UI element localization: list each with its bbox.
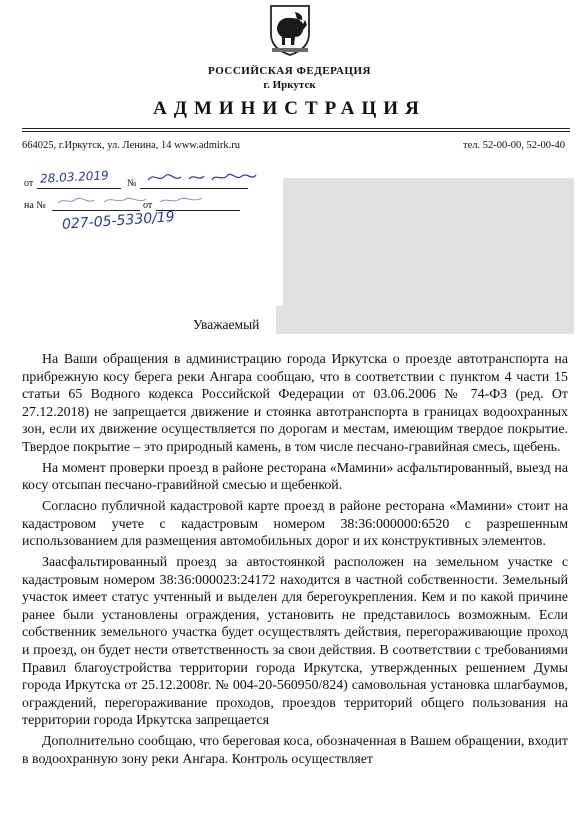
recipient-name-redaction [276,306,574,334]
phone-numbers: тел. 52-00-00, 52-00-40 [463,140,565,151]
date-label: от [24,178,34,189]
organization-title: АДМИНИСТРАЦИЯ [153,98,426,119]
reply-number-label: на № [24,200,46,211]
header-divider-bottom [22,131,570,132]
reply-number-line [52,210,140,211]
paragraph: Дополнительно сообщаю, что береговая коса, обозначенная в Вашем обращении, входит в водоохранную зону реки Ангара. Контроль осуществляет [22,734,568,767]
header-divider-top [22,128,570,129]
number-line [140,188,248,189]
irkutsk-coat-of-arms-icon [268,4,312,56]
handwritten-outgoing-number [146,169,258,185]
handwritten-reply-scribble [56,193,206,207]
city-name: г. Иркутск [263,79,316,91]
handwritten-date: 28.03.2019 [39,168,110,186]
reply-date-label: от [143,200,153,211]
incoming-registration-number: 027-05-5330/19 [61,209,176,233]
paragraph: Заасфальтированный проезд за автостоянкой расположен на земельном участке с кадастровым номером 38:36:000023:24172 находится в частной собственности. Земельный участок имеет статус учтенный и выделен для берегоукрепления. Кем и по какой причине ранее были установлены ограждения, установить не представилось возможным. Если собственник земельного участка будет осуществлять действия, перегораживающие проход и проезд, он будет нести ответственность за свои действия. В соответствии с требованиями Правил благоустройства территории города Иркутска, утвержденных решением Думы города Иркутска от 25.12.2008г. № 004-20-560950/824) самовольная установка шлагбаумов, ограждений, перегораживание проходов, проездов территорий общего пользования на территории города Иркутска запрещается [22,555,568,729]
country-name: РОССИЙСКАЯ ФЕДЕРАЦИЯ [208,65,371,77]
paragraph: На Ваши обращения в администрацию города Иркутска о проезде автотранспорта на прибрежную косу берега реки Ангара сообщаю, что в соответствии с пунктом 4 части 15 статьи 65 Водного кодекса Российской Федерации от 03.06.2006 № 74-ФЗ (ред. От 27.12.2018) не запрещается движение и стоянка автотранспорта в границах водоохранных зон, если их движение осуществляется по дорогам и местам, имеющим твердое покрытие. Твердое покрытие – это природный камень, в том числе песчано-гравийная смесь, щебень. [22,352,568,455]
number-label: № [127,178,137,189]
paragraph: Согласно публичной кадастровой карте проезд в районе ресторана «Мамини» стоит на кадастровом учете с кадастровым номером 38:36:000000:6520 с разрешенным использованием для размещения автомобильных дорог и их конструктивных элементов. [22,499,568,550]
postal-address: 664025, г.Иркутск, ул. Ленина, 14 www.admirk.ru [22,140,240,151]
date-line [37,188,121,189]
salutation: Уважаемый [193,317,260,332]
letter-body [22,351,568,772]
paragraph: На момент проверки проезд в районе ресторана «Мамини» асфальтированный, выезд на косу отсыпан песчано-гравийной смесью и щебенкой. [22,460,568,494]
